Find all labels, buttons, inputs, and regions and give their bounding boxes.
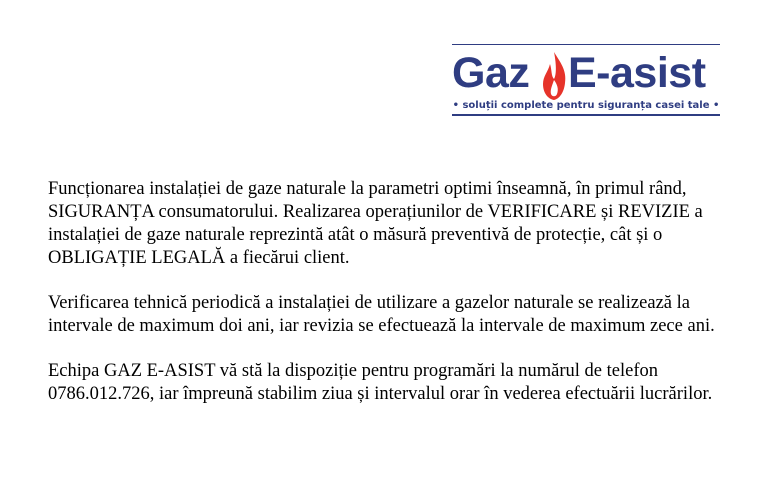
logo-word-easist: E-asist (568, 49, 706, 97)
info-text (48, 178, 724, 428)
paragraph-safety: Funcționarea instalației de gaze naturale la parametri optimi înseamnă, în primul rând, SIGURANȚA consumatorului. Realizarea operațiunilor de VERIFICARE și REVIZIE a instalației de gaze naturale reprezintă atât o măsură preventivă de protecție, cât și o OBLIGAȚIE LEGALĂ a fiecărui client. (48, 179, 703, 268)
company-logo (452, 44, 720, 120)
paragraph-intervals: Verificarea tehnică periodică a instalației de utilizare a gazelor naturale se realizează la intervale de maximum doi ani, iar revizia se efectuează la intervale de maximum zece ani. (48, 293, 715, 336)
logo-top-rule (452, 44, 720, 45)
flame-icon (539, 50, 569, 102)
logo-word-gaz: Gaz (452, 49, 530, 97)
paragraph-contact: Echipa GAZ E-ASIST vă stă la dispoziție pentru programări la numărul de telefon 0786.012.726, iar împreună stabilim ziua și intervalul orar în vederea efectuării lucrărilor. (48, 361, 713, 404)
logo-tagline: • soluții complete pentru siguranța casei tale • (452, 100, 720, 111)
logo-bottom-rule (452, 114, 720, 116)
